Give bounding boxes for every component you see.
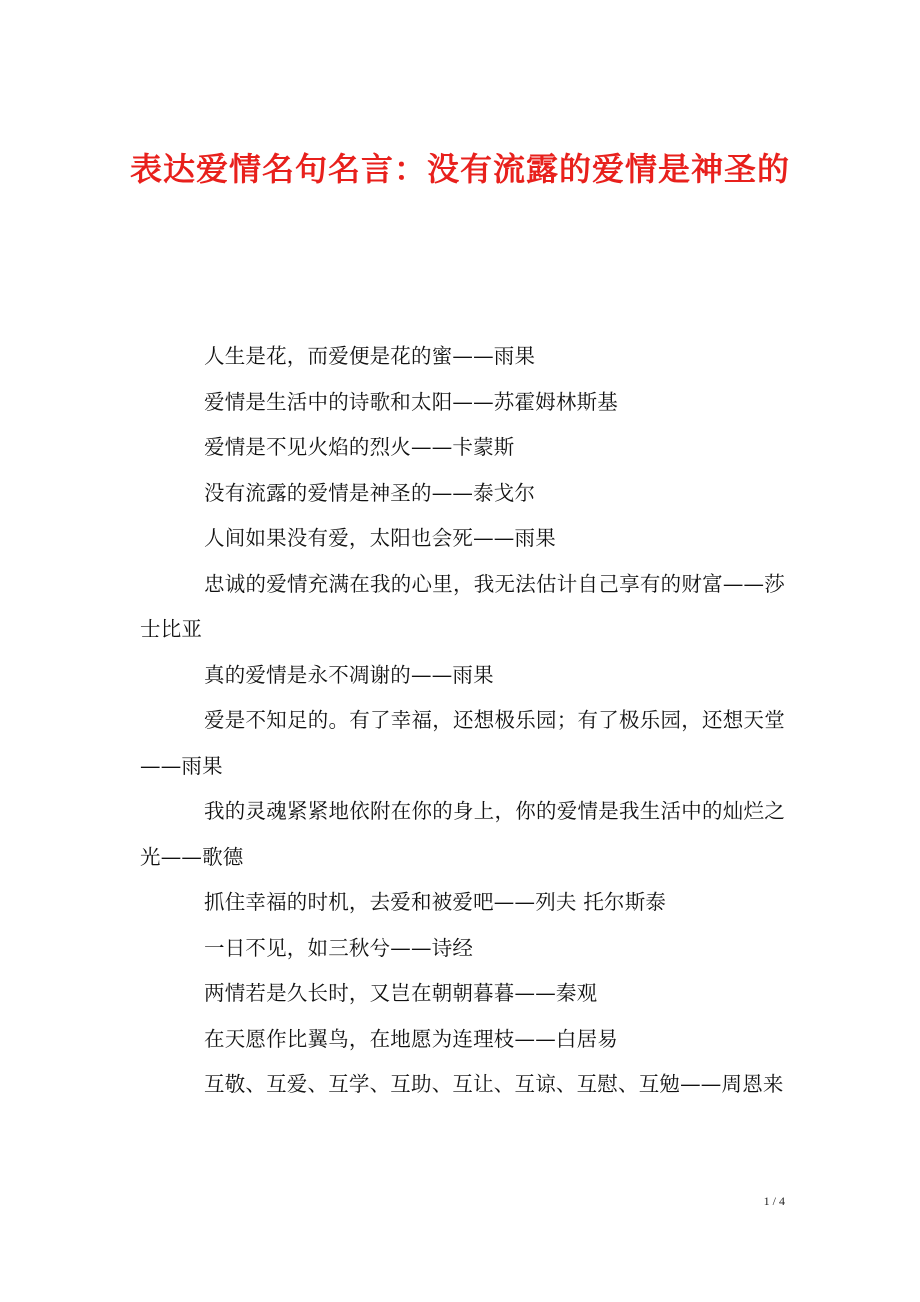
quote-paragraph: 真的爱情是永不凋谢的——雨果 (204, 662, 494, 687)
quote-paragraph: 爱情是不见火焰的烈火——卡蒙斯 (204, 435, 515, 459)
quote-paragraph: 人间如果没有爱，太阳也会死——雨果 (204, 526, 556, 550)
quote-paragraph: 在天愿作比翼鸟，在地愿为连理枝——白居易 (204, 1026, 618, 1051)
quote-paragraph: 爱是不知足的。有了幸福，还想极乐园；有了极乐园，还想天堂——雨果 (140, 708, 785, 778)
quote-paragraph: 抓住幸福的时机，去爱和被爱吧——列夫 托尔斯泰 (204, 890, 667, 914)
quote-paragraph: 我的灵魂紧紧地依附在你的身上，你的爱情是我生活中的灿烂之光——歌德 (140, 799, 785, 869)
quote-paragraph: 互敬、互爱、互学、互助、互让、互谅、互慰、互勉——周恩来 (204, 1072, 784, 1096)
document-body (140, 334, 785, 1108)
quote-paragraph: 没有流露的爱情是神圣的——泰戈尔 (204, 480, 536, 505)
quote-paragraph: 人生是花，而爱便是花的蜜——雨果 (204, 344, 536, 368)
quote-paragraph: 两情若是久长时，又岂在朝朝暮暮——秦观 (204, 981, 598, 1005)
quote-paragraph: 忠诚的爱情充满在我的心里，我无法估计自己享有的财富——莎士比亚 (140, 571, 785, 641)
page-number: 1 / 4 (763, 1194, 785, 1208)
quote-paragraph: 一日不见，如三秋兮——诗经 (204, 935, 474, 960)
page-title: 表达爱情名句名言：没有流露的爱情是神圣的 (129, 150, 790, 188)
quote-paragraph: 爱情是生活中的诗歌和太阳——苏霍姆林斯基 (204, 389, 618, 414)
